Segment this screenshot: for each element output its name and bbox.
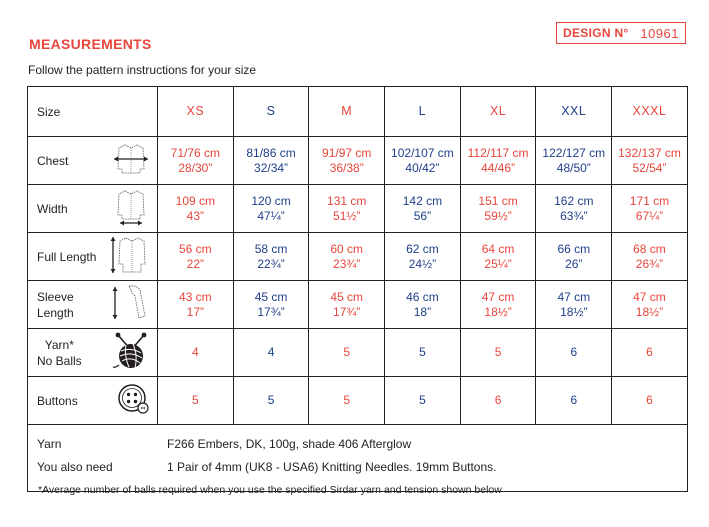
buttons-value-m: 5 <box>309 377 385 425</box>
sleeve-length-value-xxl: 47 cm 18½” <box>536 281 612 329</box>
sleeve-length-value-xl: 47 cm 18½” <box>460 281 536 329</box>
size-xs: XS <box>158 87 234 137</box>
yarn-balls-label: Yarn* No Balls <box>37 337 82 368</box>
chest-value-xs: 71/76 cm 28/30” <box>158 137 234 185</box>
buttons-label-cell <box>28 377 158 425</box>
full-length-value-m: 60 cm 23¾” <box>309 233 385 281</box>
buttons-value-xs: 5 <box>158 377 234 425</box>
buttons-value-xxl: 6 <box>536 377 612 425</box>
width-value-l: 142 cm 56” <box>385 185 461 233</box>
yarn-balls-value-s: 4 <box>233 329 309 377</box>
materials-row <box>28 425 688 492</box>
yarn-label: Yarn <box>37 437 62 451</box>
page-title: MEASUREMENTS <box>29 36 152 52</box>
full-length-label: Full Length <box>37 249 97 264</box>
chest-row <box>28 137 688 185</box>
width-value-xl: 151 cm 59½” <box>460 185 536 233</box>
size-s: S <box>233 87 309 137</box>
full-length-value-xs: 56 cm 22” <box>158 233 234 281</box>
yarn-balls-row <box>28 329 688 377</box>
yarn-value: F266 Embers, DK, 100g, shade 406 Afterglow <box>167 437 412 451</box>
button-icon <box>115 381 151 421</box>
page-subtitle: Follow the pattern instructions for your size <box>28 63 257 77</box>
chest-label-cell <box>28 137 158 185</box>
size-l: L <box>385 87 461 137</box>
size-m: M <box>309 87 385 137</box>
chest-label: Chest <box>37 153 69 168</box>
width-row <box>28 185 688 233</box>
size-xl: XL <box>460 87 536 137</box>
buttons-value-xxxl: 6 <box>612 377 688 425</box>
size-xxxl: XXXL <box>612 87 688 137</box>
width-label: Width <box>37 201 68 216</box>
buttons-row <box>28 377 688 425</box>
width-value-m: 131 cm 51½” <box>309 185 385 233</box>
chest-value-s: 81/86 cm 32/34” <box>233 137 309 185</box>
design-number-label: DESIGN N° <box>563 26 629 40</box>
width-value-xxxl: 171 cm 67¼” <box>612 185 688 233</box>
sleeve-length-value-s: 45 cm 17¾” <box>233 281 309 329</box>
materials-cell <box>28 425 688 492</box>
size-header-label: Size <box>37 104 61 119</box>
full-length-label-cell <box>28 233 158 281</box>
length-measure-icon <box>109 234 151 280</box>
width-label-cell <box>28 185 158 233</box>
also-need-value: 1 Pair of 4mm (UK8 - USA6) Knitting Needles. 19mm Buttons. <box>167 460 497 474</box>
measurements-table <box>27 86 688 492</box>
sleeve-length-label-cell <box>28 281 158 329</box>
full-length-row <box>28 233 688 281</box>
size-header-cell <box>28 87 158 137</box>
chest-value-xxl: 122/127 cm 48/50” <box>536 137 612 185</box>
sleeve-measure-icon <box>107 282 151 328</box>
yarn-balls-value-xl: 5 <box>460 329 536 377</box>
buttons-value-s: 5 <box>233 377 309 425</box>
buttons-label: Buttons <box>37 393 78 408</box>
yarn-balls-value-xxxl: 6 <box>612 329 688 377</box>
full-length-value-xxl: 66 cm 26” <box>536 233 612 281</box>
buttons-value-xl: 6 <box>460 377 536 425</box>
full-length-value-xl: 64 cm 25¼” <box>460 233 536 281</box>
yarn-balls-value-l: 5 <box>385 329 461 377</box>
full-length-value-l: 62 cm 24½” <box>385 233 461 281</box>
width-value-xs: 109 cm 43” <box>158 185 234 233</box>
footnote: *Average number of balls required when you use the specified Sirdar yarn and tension shown below <box>38 484 502 496</box>
buttons-value-l: 5 <box>385 377 461 425</box>
chest-value-xxxl: 132/137 cm 52/54” <box>612 137 688 185</box>
yarn-balls-label-cell <box>28 329 158 377</box>
yarn-balls-value-xs: 4 <box>158 329 234 377</box>
sleeve-length-value-m: 45 cm 17¾” <box>309 281 385 329</box>
sleeve-length-value-l: 46 cm 18” <box>385 281 461 329</box>
full-length-value-xxxl: 68 cm 26¾” <box>612 233 688 281</box>
sleeve-length-value-xxxl: 47 cm 18½” <box>612 281 688 329</box>
yarn-ball-icon <box>111 331 151 375</box>
sleeve-length-label: Sleeve Length <box>37 289 74 320</box>
yarn-balls-value-xxl: 6 <box>536 329 612 377</box>
also-need-label: You also need <box>37 460 113 474</box>
width-value-s: 120 cm 47¼” <box>233 185 309 233</box>
design-number-value: 10961 <box>640 25 679 41</box>
chest-value-m: 91/97 cm 36/38” <box>309 137 385 185</box>
chest-value-l: 102/107 cm 40/42” <box>385 137 461 185</box>
size-xxl: XXL <box>536 87 612 137</box>
width-value-xxl: 162 cm 63¾” <box>536 185 612 233</box>
design-number-box <box>556 22 686 44</box>
sleeve-length-value-xs: 43 cm 17” <box>158 281 234 329</box>
width-measure-icon <box>111 187 151 231</box>
chest-value-xl: 112/117 cm 44/46” <box>460 137 536 185</box>
size-header-row <box>28 87 688 137</box>
full-length-value-s: 58 cm 22¾” <box>233 233 309 281</box>
sleeve-length-row <box>28 281 688 329</box>
yarn-balls-value-m: 5 <box>309 329 385 377</box>
chest-measure-icon <box>111 139 151 183</box>
